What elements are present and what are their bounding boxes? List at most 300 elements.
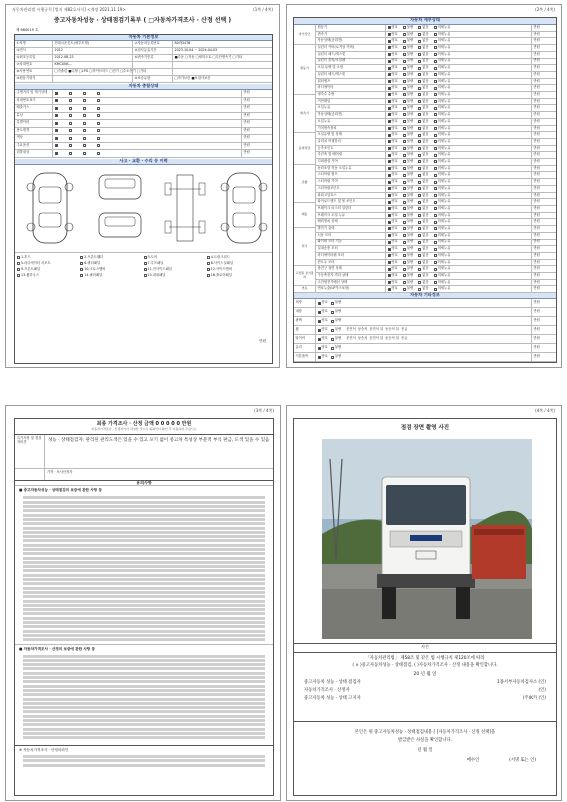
detail-item-label: 작동상태(공회전) <box>316 112 386 118</box>
detail-checkbox[interactable] <box>418 174 421 177</box>
detail-checkbox[interactable] <box>388 93 391 96</box>
detail-checkbox[interactable] <box>403 194 406 197</box>
state-checkbox[interactable] <box>69 129 72 132</box>
accident-part-checkbox[interactable] <box>17 262 20 265</box>
detail-checkbox[interactable] <box>418 234 421 237</box>
detail-item-label: 실린더 헤드/개스킷 <box>316 72 386 78</box>
state-checkbox[interactable] <box>55 107 58 110</box>
detail-item-options <box>386 253 532 259</box>
detail-checkbox[interactable] <box>418 194 421 197</box>
photo-title: 점검 장면 촬영 사진 <box>400 425 450 431</box>
state-checkbox[interactable] <box>69 107 72 110</box>
other-info-checkbox[interactable] <box>318 338 321 341</box>
detail-checkbox[interactable] <box>388 181 391 184</box>
detail-checkbox[interactable] <box>418 127 421 130</box>
accident-part-checkbox[interactable] <box>80 268 83 271</box>
detail-checkbox[interactable] <box>418 26 421 29</box>
detail-checkbox[interactable] <box>403 214 406 217</box>
detail-checkbox[interactable] <box>418 120 421 123</box>
detail-checkbox[interactable] <box>403 93 406 96</box>
other-info-row <box>294 326 556 335</box>
state-checkbox[interactable] <box>83 144 86 147</box>
detail-group-label: 고전원 전기장치 <box>294 266 315 286</box>
detail-checkbox[interactable] <box>418 113 421 116</box>
detail-checkbox[interactable] <box>418 268 421 271</box>
detail-checkbox[interactable] <box>403 154 406 157</box>
detail-checkbox[interactable] <box>403 127 406 130</box>
detail-item-row <box>316 219 556 226</box>
detail-option-label: 없음 <box>422 125 429 130</box>
detail-price: 만원 <box>533 232 540 237</box>
detail-item-options <box>386 139 532 145</box>
detail-checkbox[interactable] <box>418 221 421 224</box>
detail-checkbox[interactable] <box>403 201 406 204</box>
detail-checkbox[interactable] <box>403 53 406 56</box>
other-info-option: 양호 <box>321 354 328 359</box>
detail-option-label: 불량 <box>406 272 414 277</box>
detail-checkbox[interactable] <box>418 160 421 163</box>
detail-checkbox[interactable] <box>388 147 391 150</box>
accident-part-checkbox[interactable] <box>144 274 147 277</box>
detail-checkbox[interactable] <box>388 67 391 70</box>
state-checkbox[interactable] <box>97 122 100 125</box>
state-checkbox[interactable] <box>97 152 100 155</box>
detail-option-label: 미세누유 <box>437 192 451 197</box>
other-info-checkbox[interactable] <box>318 311 321 314</box>
detail-checkbox[interactable] <box>388 234 391 237</box>
state-checkbox[interactable] <box>69 152 72 155</box>
detail-checkbox[interactable] <box>434 67 437 70</box>
detail-checkbox[interactable] <box>403 274 406 277</box>
detail-checkbox[interactable] <box>434 53 437 56</box>
detail-checkbox[interactable] <box>403 60 406 63</box>
state-checkbox[interactable] <box>97 144 100 147</box>
detail-checkbox[interactable] <box>388 268 391 271</box>
detail-checkbox[interactable] <box>418 46 421 49</box>
detail-checkbox[interactable] <box>418 254 421 257</box>
detail-checkbox[interactable] <box>418 80 421 83</box>
state-checkbox[interactable] <box>83 114 86 117</box>
detail-checkbox[interactable] <box>434 227 437 230</box>
accident-part-checkbox[interactable] <box>17 274 20 277</box>
detail-item-row <box>316 146 556 153</box>
basic-value: 2012-08-23 <box>53 55 133 61</box>
other-info-checkbox[interactable] <box>318 356 321 359</box>
detail-checkbox[interactable] <box>434 261 437 264</box>
detail-checkbox[interactable] <box>418 181 421 184</box>
detail-checkbox[interactable] <box>388 154 391 157</box>
detail-item-row <box>316 166 556 173</box>
detail-checkbox[interactable] <box>434 160 437 163</box>
detail-checkbox[interactable] <box>434 87 437 90</box>
detail-option-label: 양호 <box>391 185 398 190</box>
detail-checkbox[interactable] <box>388 281 391 284</box>
accident-part-checkbox[interactable] <box>80 274 83 277</box>
detail-checkbox[interactable] <box>403 288 406 291</box>
detail-checkbox[interactable] <box>418 207 421 210</box>
detail-checkbox[interactable] <box>388 194 391 197</box>
detail-checkbox[interactable] <box>434 214 437 217</box>
detail-option-label: 불량 <box>406 51 414 56</box>
state-checkbox[interactable] <box>55 152 58 155</box>
accident-part-checkbox[interactable] <box>207 262 210 265</box>
detail-checkbox[interactable] <box>434 26 437 29</box>
detail-checkbox[interactable] <box>388 40 391 43</box>
detail-checkbox[interactable] <box>388 73 391 76</box>
detail-checkbox[interactable] <box>388 140 391 143</box>
detail-checkbox[interactable] <box>434 46 437 49</box>
detail-option-label: 불량 <box>406 165 414 170</box>
detail-checkbox[interactable] <box>434 234 437 237</box>
detail-checkbox[interactable] <box>403 26 406 29</box>
detail-checkbox[interactable] <box>403 40 406 43</box>
detail-checkbox[interactable] <box>403 221 406 224</box>
detail-checkbox[interactable] <box>434 140 437 143</box>
detail-checkbox[interactable] <box>434 268 437 271</box>
detail-price: 만원 <box>533 91 540 96</box>
detail-checkbox[interactable] <box>403 120 406 123</box>
detail-checkbox[interactable] <box>434 167 437 170</box>
detail-checkbox[interactable] <box>403 134 406 137</box>
detail-option-label: 양호 <box>391 145 398 150</box>
detail-checkbox[interactable] <box>434 181 437 184</box>
detail-checkbox[interactable] <box>403 261 406 264</box>
detail-option-label: 양호 <box>391 232 398 237</box>
detail-checkbox[interactable] <box>434 254 437 257</box>
detail-checkbox[interactable] <box>403 254 406 257</box>
detail-checkbox[interactable] <box>403 234 406 237</box>
state-checkbox[interactable] <box>83 129 86 132</box>
page-1-performance-record <box>5 4 280 368</box>
detail-checkbox[interactable] <box>434 100 437 103</box>
detail-checkbox[interactable] <box>418 248 421 251</box>
state-checkbox[interactable] <box>55 114 58 117</box>
detail-item-label: 충전구 절연 상태 <box>316 266 386 272</box>
detail-item-row <box>316 213 556 220</box>
state-checkbox[interactable] <box>69 144 72 147</box>
accident-part-checkbox[interactable] <box>144 268 147 271</box>
detail-checkbox[interactable] <box>388 120 391 123</box>
accident-part-checkbox[interactable] <box>17 268 20 271</box>
state-checkbox[interactable] <box>69 92 72 95</box>
detail-checkbox[interactable] <box>418 40 421 43</box>
detail-checkbox[interactable] <box>418 187 421 190</box>
state-checkbox[interactable] <box>97 129 100 132</box>
detail-checkbox[interactable] <box>434 73 437 76</box>
detail-option-label: 없음 <box>422 98 429 103</box>
detail-checkbox[interactable] <box>388 288 391 291</box>
detail-option-label: 양호 <box>391 125 398 130</box>
detail-checkbox[interactable] <box>418 147 421 150</box>
detail-checkbox[interactable] <box>388 134 391 137</box>
detail-checkbox[interactable] <box>403 107 406 110</box>
state-checkbox[interactable] <box>97 114 100 117</box>
page-3-frame <box>14 418 274 796</box>
detail-item-row <box>316 59 556 66</box>
state-checkbox[interactable] <box>97 107 100 110</box>
detail-checkbox[interactable] <box>403 33 406 36</box>
detail-option-label: 양호 <box>391 105 398 110</box>
detail-checkbox[interactable] <box>403 73 406 76</box>
detail-checkbox[interactable] <box>403 67 406 70</box>
state-checkbox[interactable] <box>83 152 86 155</box>
basic-label: ⑦차대번호 <box>15 62 53 68</box>
detail-item-options <box>386 193 532 199</box>
state-checkbox[interactable] <box>97 137 100 140</box>
detail-checkbox[interactable] <box>403 227 406 230</box>
detail-checkbox[interactable] <box>403 241 406 244</box>
detail-checkbox[interactable] <box>434 93 437 96</box>
detail-checkbox[interactable] <box>388 26 391 29</box>
detail-checkbox[interactable] <box>403 207 406 210</box>
detail-checkbox[interactable] <box>434 207 437 210</box>
other-info-checkbox[interactable] <box>331 311 334 314</box>
state-checkbox[interactable] <box>83 137 86 140</box>
detail-checkbox[interactable] <box>388 227 391 230</box>
detail-checkbox[interactable] <box>418 100 421 103</box>
detail-checkbox[interactable] <box>434 40 437 43</box>
accident-part-checkbox[interactable] <box>144 256 147 259</box>
detail-price: 만원 <box>533 152 540 157</box>
detail-checkbox[interactable] <box>434 221 437 224</box>
detail-checkbox[interactable] <box>418 281 421 284</box>
detail-checkbox[interactable] <box>434 241 437 244</box>
detail-checkbox[interactable] <box>418 140 421 143</box>
other-info-checkbox[interactable] <box>331 338 334 341</box>
state-checkbox[interactable] <box>83 107 86 110</box>
detail-item-label: 워터펌프 <box>316 79 386 85</box>
detail-checkbox[interactable] <box>388 174 391 177</box>
detail-group-label: 원동기 <box>294 45 315 95</box>
state-checkbox[interactable] <box>83 122 86 125</box>
detail-checkbox[interactable] <box>434 80 437 83</box>
detail-checkbox[interactable] <box>418 67 421 70</box>
detail-checkbox[interactable] <box>388 261 391 264</box>
detail-checkbox[interactable] <box>418 87 421 90</box>
detail-item-row <box>316 280 556 287</box>
other-info-position: 운전석 뒤 <box>369 327 384 332</box>
detail-checkbox[interactable] <box>388 80 391 83</box>
state-row <box>15 105 272 113</box>
detail-checkbox[interactable] <box>418 261 421 264</box>
detail-item-options <box>386 273 532 279</box>
detail-checkbox[interactable] <box>388 113 391 116</box>
accident-part-checkbox[interactable] <box>80 256 83 259</box>
detail-checkbox[interactable] <box>418 154 421 157</box>
accident-part-checkbox[interactable] <box>144 262 147 265</box>
basic-label: ⑨원동기형식 <box>15 76 53 82</box>
other-info-option: 불량 <box>334 354 342 359</box>
detail-checkbox[interactable] <box>434 154 437 157</box>
other-info-checkbox[interactable] <box>331 356 334 359</box>
detail-option-label: 없음 <box>422 24 429 29</box>
detail-checkbox[interactable] <box>388 53 391 56</box>
other-info-checkbox[interactable] <box>331 347 334 350</box>
basic-value-2: ■수동 □자동 □세미오토 □무단변속기 □기타 <box>174 55 243 60</box>
accident-part-checkbox[interactable] <box>207 256 210 259</box>
detail-group-label: 동력전달 <box>294 133 315 165</box>
basic-value-2 <box>173 62 272 68</box>
detail-checkbox[interactable] <box>403 268 406 271</box>
state-options <box>53 90 242 97</box>
detail-checkbox[interactable] <box>403 100 406 103</box>
detail-checkbox[interactable] <box>388 221 391 224</box>
detail-checkbox[interactable] <box>434 107 437 110</box>
detail-checkbox[interactable] <box>403 281 406 284</box>
detail-checkbox[interactable] <box>434 33 437 36</box>
state-price: 만원 <box>243 90 250 95</box>
detail-item-column <box>316 25 556 293</box>
detail-option-label: 미세누유 <box>437 45 451 50</box>
detail-checkbox[interactable] <box>388 254 391 257</box>
state-checkbox[interactable] <box>55 122 58 125</box>
detail-checkbox[interactable] <box>434 127 437 130</box>
detail-checkbox[interactable] <box>403 80 406 83</box>
detail-checkbox[interactable] <box>388 201 391 204</box>
detail-checkbox[interactable] <box>403 140 406 143</box>
accident-part-label: 6.쿼터패널 <box>84 260 101 265</box>
accident-part-checkbox[interactable] <box>80 262 83 265</box>
detail-price: 만원 <box>533 112 540 117</box>
other-info-position: 응급 <box>400 327 408 332</box>
detail-checkbox[interactable] <box>388 167 391 170</box>
other-info-price: 만원 <box>533 345 540 350</box>
detail-checkbox[interactable] <box>403 160 406 163</box>
detail-checkbox[interactable] <box>434 134 437 137</box>
page-2-frame <box>293 17 557 363</box>
detail-price: 만원 <box>533 286 540 291</box>
buyer-statement-1: 본인은 위 중고자동차성능 · 상태점검내용 [ ]자동차가격조사 · 산정 선택]을 <box>354 730 496 735</box>
other-info-checkbox[interactable] <box>331 320 334 323</box>
detail-checkbox[interactable] <box>434 194 437 197</box>
detail-checkbox[interactable] <box>434 248 437 251</box>
detail-checkbox[interactable] <box>418 73 421 76</box>
detail-option-label: 미세누유 <box>437 159 451 164</box>
detail-checkbox[interactable] <box>403 174 406 177</box>
detail-checkbox[interactable] <box>388 87 391 90</box>
detail-checkbox[interactable] <box>434 274 437 277</box>
detail-checkbox[interactable] <box>434 174 437 177</box>
accident-part-checkbox[interactable] <box>207 274 210 277</box>
detail-checkbox[interactable] <box>403 248 406 251</box>
detail-checkbox[interactable] <box>388 127 391 130</box>
detail-checkbox[interactable] <box>403 187 406 190</box>
state-checkbox[interactable] <box>69 114 72 117</box>
detail-checkbox[interactable] <box>434 147 437 150</box>
state-checkbox[interactable] <box>69 137 72 140</box>
state-checkbox[interactable] <box>55 129 58 132</box>
detail-checkbox[interactable] <box>388 214 391 217</box>
detail-checkbox[interactable] <box>388 33 391 36</box>
state-checkbox[interactable] <box>55 144 58 147</box>
accident-part-label: 4.트렁크리드 <box>210 254 230 259</box>
detail-checkbox[interactable] <box>388 100 391 103</box>
other-info-checkbox[interactable] <box>318 329 321 332</box>
detail-item-options <box>386 199 532 205</box>
detail-checkbox[interactable] <box>434 113 437 116</box>
detail-checkbox[interactable] <box>388 248 391 251</box>
detail-checkbox[interactable] <box>418 60 421 63</box>
state-checkbox[interactable] <box>55 92 58 95</box>
state-checkbox[interactable] <box>97 99 100 102</box>
detail-checkbox[interactable] <box>403 46 406 49</box>
detail-checkbox[interactable] <box>418 134 421 137</box>
state-row <box>15 90 272 98</box>
detail-checkbox[interactable] <box>434 201 437 204</box>
detail-option-label: 양호 <box>391 219 398 224</box>
detail-item-row <box>316 45 556 52</box>
other-info-checkbox[interactable] <box>318 302 321 305</box>
detail-checkbox[interactable] <box>388 241 391 244</box>
state-checkbox[interactable] <box>83 92 86 95</box>
detail-checkbox[interactable] <box>388 160 391 163</box>
detail-item-label: 연료누출(LP가스포함) <box>316 286 386 292</box>
detail-checkbox[interactable] <box>434 288 437 291</box>
detail-checkbox[interactable] <box>434 281 437 284</box>
state-checkbox[interactable] <box>69 99 72 102</box>
detail-checkbox[interactable] <box>388 274 391 277</box>
detail-checkbox[interactable] <box>418 107 421 110</box>
detail-checkbox[interactable] <box>418 33 421 36</box>
detail-item-row <box>316 226 556 233</box>
detail-price: 만원 <box>533 159 540 164</box>
detail-checkbox[interactable] <box>418 274 421 277</box>
detail-checkbox[interactable] <box>434 120 437 123</box>
detail-checkbox[interactable] <box>418 227 421 230</box>
detail-checkbox[interactable] <box>388 187 391 190</box>
detail-checkbox[interactable] <box>403 113 406 116</box>
detail-checkbox[interactable] <box>388 107 391 110</box>
detail-option-label: 불량 <box>406 91 414 96</box>
detail-checkbox[interactable] <box>434 187 437 190</box>
detail-group-label: 변속기 <box>294 95 315 133</box>
other-info-checkbox[interactable] <box>331 329 334 332</box>
accident-part-checkbox[interactable] <box>17 256 20 259</box>
detail-option-label: 양호 <box>391 199 398 204</box>
detail-option-label: 양호 <box>391 71 398 76</box>
detail-checkbox[interactable] <box>403 167 406 170</box>
detail-checkbox[interactable] <box>403 147 406 150</box>
other-info-checkbox[interactable] <box>331 302 334 305</box>
detail-checkbox[interactable] <box>418 93 421 96</box>
state-checkbox[interactable] <box>69 122 72 125</box>
detail-item-options <box>386 25 532 31</box>
detail-checkbox[interactable] <box>388 60 391 63</box>
detail-checkbox[interactable] <box>418 241 421 244</box>
detail-checkbox[interactable] <box>418 288 421 291</box>
detail-checkbox[interactable] <box>418 53 421 56</box>
detail-checkbox[interactable] <box>403 181 406 184</box>
other-info-checkbox[interactable] <box>318 347 321 350</box>
detail-item-options <box>386 219 532 225</box>
other-info-checkbox[interactable] <box>318 320 321 323</box>
state-checkbox[interactable] <box>55 137 58 140</box>
detail-checkbox[interactable] <box>403 87 406 90</box>
detail-checkbox[interactable] <box>418 201 421 204</box>
detail-item-row <box>316 112 556 119</box>
detail-checkbox[interactable] <box>418 214 421 217</box>
detail-option-label: 불량 <box>406 152 414 157</box>
state-checkbox[interactable] <box>55 99 58 102</box>
detail-checkbox[interactable] <box>418 167 421 170</box>
state-checkbox[interactable] <box>97 92 100 95</box>
detail-checkbox[interactable] <box>388 46 391 49</box>
detail-checkbox[interactable] <box>434 60 437 63</box>
state-price: 만원 <box>243 97 250 102</box>
detail-checkbox[interactable] <box>388 207 391 210</box>
state-checkbox[interactable] <box>83 99 86 102</box>
accident-part-checkbox[interactable] <box>207 268 210 271</box>
